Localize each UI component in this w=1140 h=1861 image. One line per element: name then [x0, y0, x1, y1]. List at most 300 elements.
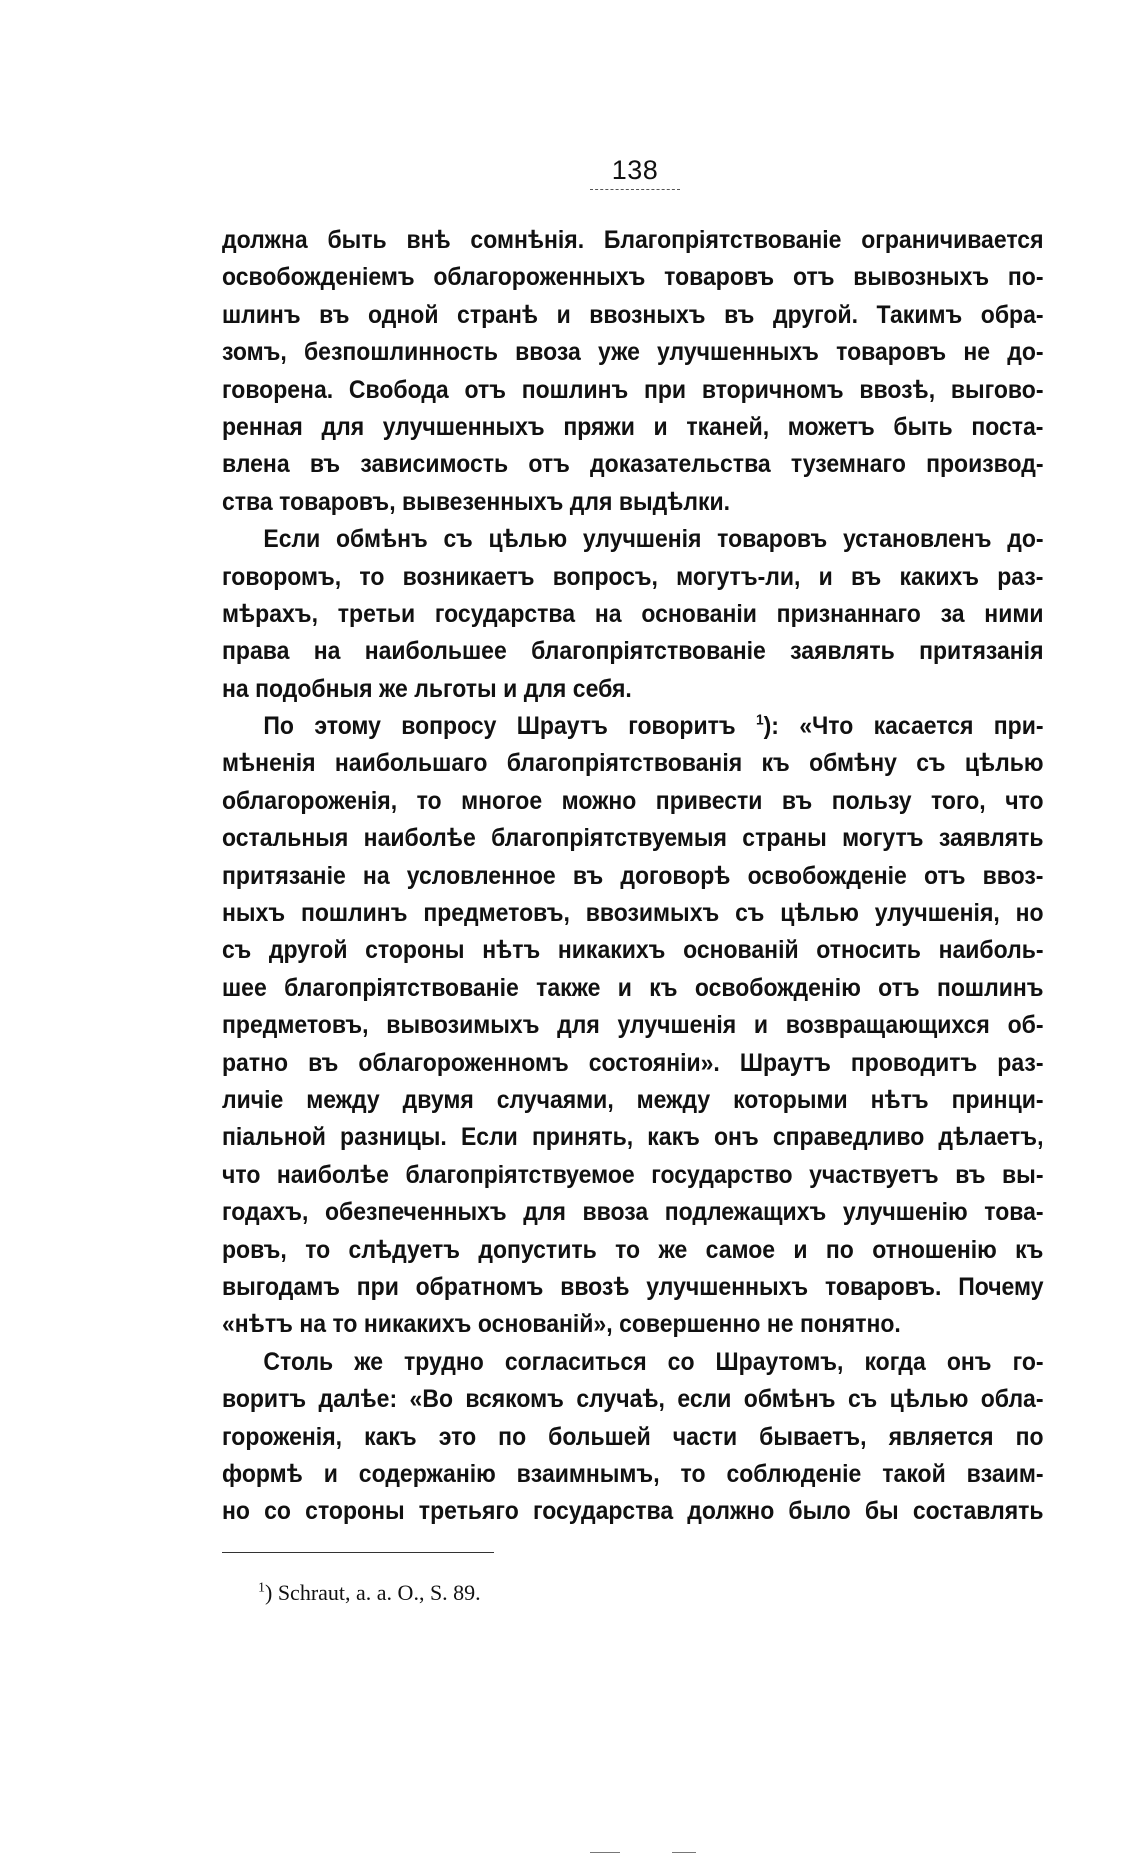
word: шее [222, 973, 267, 1002]
text-line [222, 521, 1044, 558]
word: «нѣтъ [222, 1310, 293, 1339]
word: онъ [946, 1347, 992, 1376]
word: наиболѣе [363, 824, 476, 853]
word: на [222, 674, 249, 703]
word: производ- [926, 450, 1044, 479]
footnote-separator [222, 1552, 494, 1553]
word: это [438, 1422, 477, 1451]
word: обратномъ [415, 1272, 544, 1301]
word: съ [916, 749, 946, 778]
footnote-marker: 1 [258, 1580, 265, 1596]
word: трудно [404, 1347, 484, 1376]
word: въ [955, 1160, 986, 1189]
word: случаями, [496, 1085, 614, 1114]
word: является [888, 1422, 994, 1451]
word: отъ [878, 973, 920, 1002]
word: въ [319, 300, 350, 329]
word: со [667, 1347, 695, 1376]
word: и [653, 412, 668, 441]
word: улучшенныхъ [657, 338, 819, 367]
word: сомнѣнія. [470, 226, 585, 254]
word: при [643, 375, 687, 404]
word: если [677, 1385, 732, 1414]
text-line [222, 858, 1044, 895]
word: между [306, 1085, 380, 1114]
word: странѣ [457, 300, 539, 329]
word: Если [460, 1123, 518, 1152]
word: бы [864, 1497, 899, 1526]
word: безпошлинность [303, 338, 498, 367]
scan-mark [590, 1852, 620, 1853]
word: за [940, 599, 965, 628]
word: товаровъ [664, 263, 775, 292]
word: для [321, 412, 365, 441]
word: улучшенныхъ [646, 1272, 809, 1301]
word: облагороженномъ [358, 1048, 569, 1077]
word: въ [308, 1048, 339, 1077]
text-line [222, 1493, 1044, 1530]
text-line [222, 222, 1044, 259]
text-line [222, 932, 1044, 969]
word: облагороженныхъ [433, 263, 646, 292]
word: между [636, 1085, 711, 1114]
word: освобожденіе [747, 861, 907, 890]
word: освобожденіемъ [222, 263, 415, 292]
word: того, [930, 786, 986, 815]
word: ними [984, 599, 1044, 628]
word: остальныя [222, 824, 349, 853]
word: ограничивается [861, 226, 1044, 254]
word: и [753, 1011, 769, 1040]
word: принци- [951, 1085, 1044, 1114]
word: же [379, 674, 408, 703]
word: бываетъ, [759, 1422, 867, 1451]
word: для [523, 1198, 566, 1227]
word: льготы [414, 674, 497, 703]
word: раз- [997, 562, 1044, 591]
word: до- [1007, 525, 1044, 554]
word: не [963, 338, 991, 367]
word: говоритъ [628, 712, 736, 741]
word: соблюденіе [726, 1459, 862, 1488]
word: другой [268, 936, 348, 965]
word: предметовъ, [423, 899, 570, 928]
text-line [222, 1157, 1044, 1194]
word: Почему [958, 1272, 1044, 1301]
word: По [263, 712, 294, 741]
word: никакихъ [557, 936, 666, 965]
word: когда [864, 1347, 926, 1376]
word: ровъ, [222, 1235, 287, 1264]
word: содержанію [358, 1459, 496, 1488]
word: къ [1015, 1235, 1044, 1264]
word: справедливо [772, 1123, 925, 1152]
word: улучшенныхъ [382, 412, 545, 441]
word: основаніи [641, 599, 757, 628]
word: цѣлью [488, 525, 568, 554]
word: ввоз- [982, 861, 1044, 890]
word: возникаетъ [402, 562, 535, 591]
word: предметовъ, [222, 1011, 369, 1040]
word: товаровъ [836, 338, 947, 367]
word: что [222, 1160, 261, 1189]
word: вывезенныхъ [402, 487, 564, 516]
word: обмѣнъ [335, 525, 428, 554]
word: и [818, 562, 833, 591]
word: «Во [409, 1385, 453, 1414]
word: же [354, 1347, 384, 1376]
text-line [222, 970, 1044, 1007]
word: съ [443, 525, 473, 554]
word: обмѣну [809, 749, 897, 778]
word: наибольшее [364, 637, 507, 666]
word: Такимъ [876, 300, 963, 329]
word: на [594, 599, 622, 628]
word: пошлинъ [936, 973, 1044, 1002]
word: вывозимыхъ [386, 1011, 540, 1040]
word: Благопріятствованіе [603, 226, 842, 254]
word: двумя [402, 1085, 474, 1114]
word: дѣлаетъ, [938, 1123, 1044, 1152]
word: подобныя [255, 674, 373, 703]
word: товаровъ [717, 525, 828, 554]
word: ввозныхъ [589, 300, 706, 329]
word: отъ [464, 375, 506, 404]
word: взаим- [966, 1459, 1044, 1488]
word: шлинъ [222, 300, 301, 329]
text-line [222, 484, 1044, 521]
word: Шраутомъ, [715, 1347, 844, 1376]
word: этому [314, 712, 381, 741]
word: но [222, 1497, 250, 1526]
word: можетъ [787, 412, 875, 441]
text-line [222, 708, 1044, 745]
word: ввоза [515, 338, 581, 367]
word: самое [705, 1235, 776, 1264]
word: быть [893, 412, 953, 441]
word: мѣрахъ, [222, 599, 318, 628]
word: большей [548, 1422, 651, 1451]
word: тканей, [686, 412, 770, 441]
word: обра- [980, 300, 1044, 329]
text-line [222, 1419, 1044, 1456]
word: доказательства [590, 450, 771, 479]
text-line [222, 334, 1044, 371]
word: освобожденію [694, 973, 861, 1002]
word: относить [816, 936, 921, 965]
word: въ [572, 861, 604, 890]
word: ввоза [582, 1198, 649, 1227]
word: какъ [364, 1422, 417, 1451]
word: Шраутъ [516, 712, 608, 741]
word: страны [742, 824, 827, 853]
word: влена [222, 450, 290, 479]
word: притязанія [919, 637, 1044, 666]
footnote-reference: 1 [755, 711, 764, 729]
word: до- [1007, 338, 1044, 367]
text-line [222, 1456, 1044, 1493]
word: то [615, 1235, 641, 1264]
text-line [222, 1119, 1044, 1156]
word: зомъ, [222, 338, 287, 367]
word: то [305, 1235, 331, 1264]
word: товаровъ. [824, 1272, 942, 1301]
word: стороны [365, 936, 465, 965]
word: пошлинъ [300, 899, 408, 928]
word: ренная [222, 412, 303, 441]
word: улучшенія [582, 525, 702, 554]
word: уже [597, 338, 640, 367]
word: вопросъ, [552, 562, 658, 591]
word: благопріятствованія [506, 749, 743, 778]
text-line [222, 1007, 1044, 1044]
word: вывозныхъ [853, 263, 990, 292]
text-line [222, 409, 1044, 446]
word: обла- [980, 1385, 1044, 1414]
word: то [359, 562, 385, 591]
word: государства [434, 599, 576, 628]
word: одной [368, 300, 439, 329]
word: съ [735, 899, 765, 928]
footnote [258, 1580, 481, 1606]
word: благопріятствуемое [405, 1160, 635, 1189]
word: Свобода [348, 375, 449, 404]
word: было [788, 1497, 851, 1526]
word: и [556, 300, 571, 329]
word: договорѣ [620, 861, 731, 890]
word: благопріятствованіе [531, 637, 766, 666]
word: личіе [222, 1085, 284, 1114]
word: въ [724, 300, 755, 329]
word: можно [561, 786, 637, 815]
word: облагороженія, [222, 786, 398, 815]
word: слѣдуетъ [348, 1235, 461, 1264]
word: установленъ [842, 525, 992, 554]
word: выдѣлки. [618, 487, 731, 516]
word: также [536, 973, 601, 1002]
text-line [222, 671, 1044, 708]
text-line [222, 372, 1044, 409]
word: выгово- [950, 375, 1044, 404]
text-line [222, 1306, 1044, 1343]
word: благопріятствуемыя [491, 824, 727, 853]
text-line [222, 1194, 1044, 1231]
word: ства [222, 487, 273, 516]
word: «Что [799, 712, 854, 741]
word: и [793, 1235, 808, 1264]
word: что [1005, 786, 1044, 815]
word: туземнаго [790, 450, 906, 479]
word: возвращающихся [785, 1011, 990, 1040]
word: наибольшаго [334, 749, 488, 778]
word: ввозѣ [560, 1272, 630, 1301]
word: же [658, 1235, 688, 1264]
word: при [356, 1272, 399, 1301]
word: касается [873, 712, 974, 741]
word: въ [781, 786, 813, 815]
word: другой. [772, 300, 858, 329]
word: обмѣнъ [743, 1385, 836, 1414]
word: пошлинъ [521, 375, 629, 404]
word: должно [687, 1497, 775, 1526]
word: по [825, 1235, 854, 1264]
word: третьяго [418, 1497, 519, 1526]
word: цѣлью [964, 749, 1044, 778]
text-line [222, 745, 1044, 782]
word: притязаніе [222, 861, 346, 890]
word: условленное [406, 861, 556, 890]
text-line [222, 633, 1044, 670]
text-line [222, 1232, 1044, 1269]
scan-mark [672, 1852, 696, 1853]
word: для [557, 1011, 600, 1040]
word: права [222, 637, 290, 666]
word: то [332, 1310, 358, 1339]
word: годахъ, [222, 1198, 309, 1227]
word: себя. [572, 674, 632, 703]
word: цѣлью [780, 899, 859, 928]
word: государство [651, 1160, 793, 1189]
word: съ [847, 1385, 878, 1414]
text-line [222, 596, 1044, 633]
word: нѣтъ [482, 936, 541, 965]
word: разницы. [340, 1123, 447, 1152]
word: по [498, 1422, 527, 1451]
page-number: 138 [611, 155, 659, 185]
word: третьи [337, 599, 416, 628]
word: улучшенія, [874, 899, 1000, 928]
word: выгодамъ [222, 1272, 340, 1301]
word: наиболѣе [276, 1160, 389, 1189]
word: гороженія, [222, 1422, 343, 1451]
word: наиболь- [938, 936, 1044, 965]
word: вопросу [401, 712, 497, 741]
word: благопріятствованіе [284, 973, 519, 1002]
word: улучшенію [842, 1198, 968, 1227]
word: говоромъ, [222, 562, 342, 591]
word: по [1015, 1422, 1044, 1451]
word: подлежащихъ [664, 1198, 827, 1227]
word: онъ [714, 1123, 759, 1152]
word: товаровъ, [279, 487, 396, 516]
word: привести [655, 786, 763, 815]
word: части [672, 1422, 738, 1451]
word: при- [993, 712, 1044, 741]
word: никакихъ [363, 1310, 472, 1339]
word: піальной [222, 1123, 326, 1152]
word: зависимость [360, 450, 509, 479]
word: отъ [792, 263, 835, 292]
word: признаннаго [776, 599, 921, 628]
word: далѣе: [318, 1385, 398, 1414]
word: для [523, 674, 567, 703]
word: основаній», [477, 1310, 613, 1339]
word: нѣтъ [870, 1085, 929, 1114]
text-line [222, 259, 1044, 296]
word: согласиться [504, 1347, 647, 1376]
word: вторичномъ [701, 375, 844, 404]
word: Шраутъ [739, 1048, 831, 1077]
word: Столь [263, 1347, 334, 1376]
word: и [323, 1459, 338, 1488]
word: пряжи [563, 412, 635, 441]
word: ввозѣ, [859, 375, 936, 404]
text-line [222, 1082, 1044, 1119]
word: поста- [971, 412, 1044, 441]
word: воритъ [222, 1385, 307, 1414]
word: всякомъ [465, 1385, 564, 1414]
word: отъ [528, 450, 570, 479]
word: принять, [531, 1123, 634, 1152]
word: составлять [912, 1497, 1044, 1526]
word: которыми [733, 1085, 848, 1114]
word: на [313, 637, 341, 666]
text-line [222, 297, 1044, 334]
word: това- [984, 1198, 1044, 1227]
text-line [222, 1045, 1044, 1082]
word: къ [761, 749, 790, 778]
word: въ [850, 562, 882, 591]
body-text [222, 222, 1044, 1531]
word: ныхъ [222, 899, 286, 928]
word: цѣлью [889, 1385, 969, 1414]
word: къ [649, 973, 678, 1002]
word: допустить [478, 1235, 597, 1264]
word: ввозимыхъ [585, 899, 720, 928]
text-line [222, 1381, 1044, 1418]
word: об- [1007, 1011, 1044, 1040]
word: должна [222, 226, 308, 254]
word: обезпеченныхъ [324, 1198, 507, 1227]
text-line [222, 783, 1044, 820]
page-number-rule [590, 189, 680, 190]
word: не [766, 1310, 794, 1339]
word: пользу [831, 786, 912, 815]
word: быть [327, 226, 387, 254]
word: говорена. [222, 375, 334, 404]
word: заявлять [790, 637, 895, 666]
word: могутъ [842, 824, 924, 853]
word: совершенно [619, 1310, 761, 1339]
text-line [222, 895, 1044, 932]
word: какъ [647, 1123, 700, 1152]
word: раз- [997, 1048, 1044, 1077]
word: и [617, 973, 632, 1002]
word: государства [532, 1497, 674, 1526]
word: понятно. [799, 1310, 901, 1339]
text-line [222, 1269, 1044, 1306]
word: въ [309, 450, 341, 479]
word: на [362, 861, 390, 890]
word: какихъ [899, 562, 980, 591]
word: го- [1012, 1347, 1044, 1376]
word: внѣ [406, 226, 451, 254]
word: то [680, 1459, 706, 1488]
word: но [1015, 899, 1044, 928]
word: $^1$): [755, 711, 779, 741]
word: ратно [222, 1048, 289, 1077]
word: отношенію [872, 1235, 997, 1264]
word: улучшенія [617, 1011, 737, 1040]
word: проводитъ [850, 1048, 978, 1077]
text-line [222, 1344, 1044, 1381]
word: взаимнымъ, [516, 1459, 660, 1488]
word: отъ [923, 861, 966, 890]
word: стороны [305, 1497, 405, 1526]
word: формѣ [222, 1459, 303, 1488]
word: для [569, 487, 613, 516]
word: по- [1007, 263, 1044, 292]
